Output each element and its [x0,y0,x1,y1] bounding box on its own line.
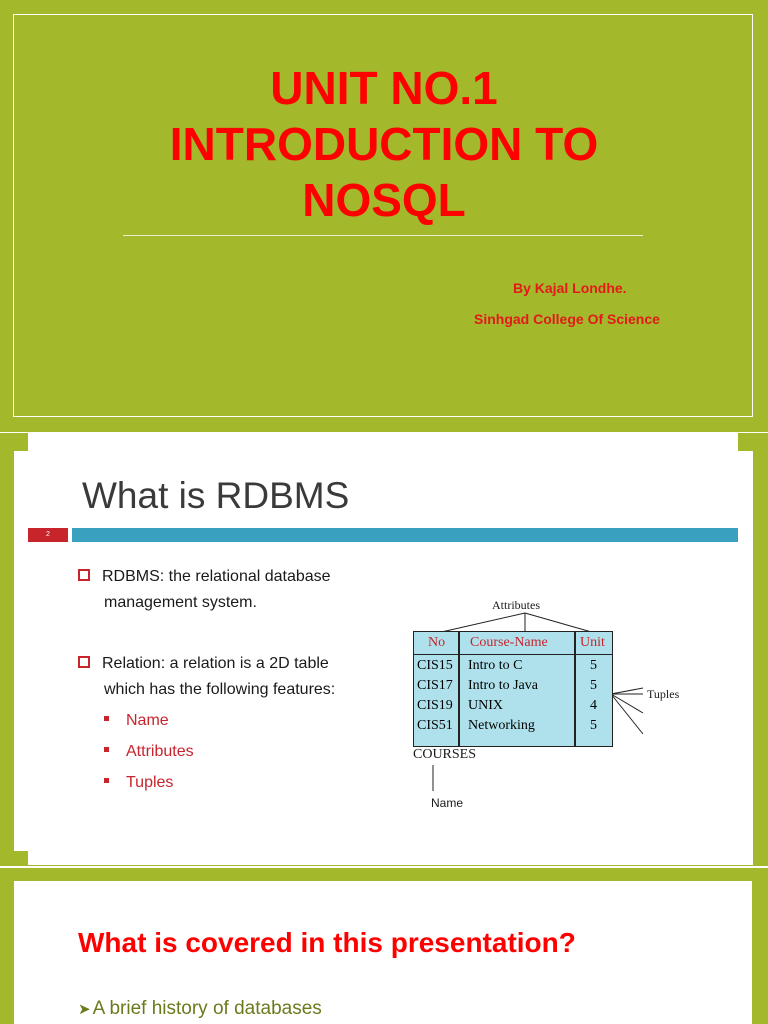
title-line-3: NOSQL [302,174,466,226]
slide-number: 2 [28,528,68,542]
attributes-label: Attributes [492,598,540,612]
feature-item [104,774,173,792]
bullet-item [78,651,335,703]
square-bullet-icon [104,778,109,783]
table-cell: UNIX [468,698,503,713]
name-label: Name [431,796,464,810]
heading-underline-bar [72,528,738,542]
column-divider [574,632,576,746]
relation-name-label: COURSES [413,747,477,762]
feature-label: Attributes [126,743,194,760]
side-border-left [0,433,14,865]
tuples-label: Tuples [647,687,680,701]
table-cell: CIS17 [417,678,453,693]
relation-diagram [405,593,705,813]
bullet-box-icon [78,656,90,668]
table-cell: Networking [468,718,535,733]
table-cell: CIS15 [417,658,453,673]
slide-title [0,60,768,228]
table-header: No [428,635,446,650]
bullet-item [78,564,331,616]
college-name: Sinhgad College Of Science [474,311,660,327]
title-divider [123,235,643,236]
overview-slide [14,881,752,1024]
column-divider [458,632,460,746]
overview-item-text: A brief history of databases [92,998,322,1019]
title-slide [0,0,768,432]
feature-item [104,712,169,730]
bullet-text: management system. [104,594,257,611]
courses-table [413,631,613,747]
rdbms-slide [0,433,768,865]
author-name: By Kajal Londhe. [513,280,627,296]
square-bullet-icon [104,716,109,721]
side-border-right [753,433,768,865]
table-cell: 5 [590,718,597,733]
title-line-1: UNIT NO.1 [270,62,498,114]
feature-label: Name [126,712,169,729]
table-cell: 5 [590,658,597,673]
table-cell: CIS51 [417,718,453,733]
bullet-text: which has the following features: [104,681,336,698]
bullet-text: RDBMS: the relational database [102,568,331,585]
title-line-2: INTRODUCTION TO [169,118,599,170]
table-cell: Intro to C [468,658,523,673]
slide-heading: What is RDBMS [82,475,350,516]
table-cell: 5 [590,678,597,693]
table-cell: 4 [590,698,597,713]
table-cell: Intro to Java [468,678,538,693]
arrow-bullet-icon: ➤ [78,1001,91,1018]
table-cell: CIS19 [417,698,453,713]
bullet-text: Relation: a relation is a 2D table [102,655,329,672]
table-header: Unit [580,635,605,650]
overview-item [78,998,322,1020]
bullet-box-icon [78,569,90,581]
overview-heading: What is covered in this presentation? [78,927,576,958]
feature-item [104,743,194,761]
square-bullet-icon [104,747,109,752]
table-header: Course-Name [470,635,548,650]
corner-accent [14,851,28,865]
slide-separator [0,866,768,868]
feature-label: Tuples [126,774,174,791]
